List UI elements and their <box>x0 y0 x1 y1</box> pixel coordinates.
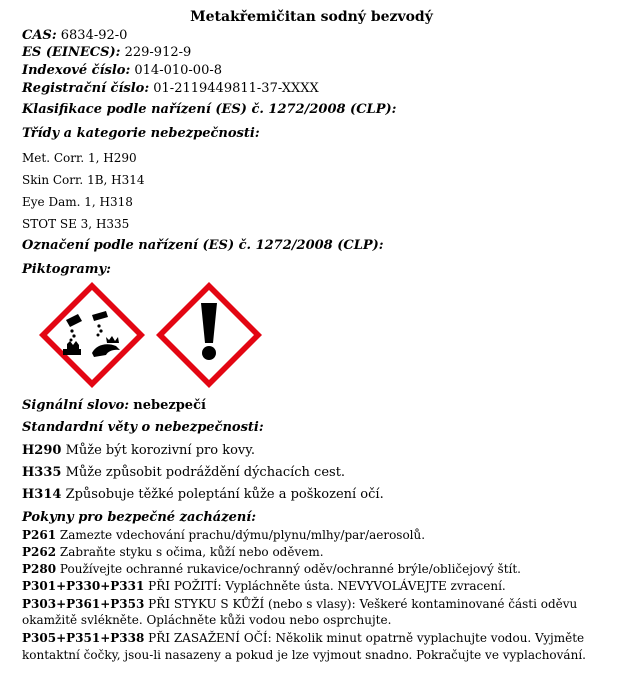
index-label: Indexové číslo: <box>22 63 131 78</box>
pictograms-heading: Piktogramy: <box>22 262 111 277</box>
hazard-class-item: Eye Dam. 1, H318 <box>22 195 133 209</box>
es-value: 229-912-9 <box>124 45 192 60</box>
precautionary-statement <box>22 561 521 577</box>
es-line <box>22 45 191 61</box>
cas-line <box>22 28 127 44</box>
hazard-class-item: Skin Corr. 1B, H314 <box>22 173 145 187</box>
hazard-code: H335 <box>22 465 62 480</box>
precautionary-code: P262 <box>22 545 57 559</box>
hazard-statement <box>22 487 384 503</box>
precautionary-text: Zabraňte styku s očima, kůží nebo oděvem. <box>59 545 324 559</box>
registration-line <box>22 81 319 97</box>
precautionary-text: PŘI POŽITÍ: Vypláchněte ústa. NEVYVOLÁVEJTE zvracení. <box>148 579 506 593</box>
hazard-classes-heading: Třídy a kategorie nebezpečnosti: <box>22 126 260 141</box>
hazard-code: H290 <box>22 443 62 458</box>
cas-value: 6834-92-0 <box>60 28 128 43</box>
labelling-heading: Označení podle nařízení (ES) č. 1272/2008 (CLP): <box>22 238 384 253</box>
precautionary-text: PŘI ZASAŽENÍ OČÍ: Několik minut opatrně vyplachujte vodou. Vyjměte <box>148 631 585 645</box>
precautionary-heading: Pokyny pro bezpečné zacházení: <box>22 510 257 525</box>
hazard-code: H314 <box>22 487 62 502</box>
precautionary-code: P261 <box>22 528 57 542</box>
hazard-statement <box>22 465 345 481</box>
exclamation-mark-icon <box>153 279 265 391</box>
classification-heading: Klasifikace podle nařízení (ES) č. 1272/2008 (CLP): <box>22 102 397 117</box>
precautionary-code: P305+P351+P338 <box>22 631 145 645</box>
precautionary-continuation: okamžitě svlékněte. Opláchněte kůži vodou nebo osprchujte. <box>22 613 392 627</box>
precautionary-statement <box>22 544 324 560</box>
hazard-statements-heading: Standardní věty o nebezpečnosti: <box>22 420 264 435</box>
corrosion-icon <box>36 279 148 391</box>
hazard-class-item: STOT SE 3, H335 <box>22 217 130 231</box>
cas-label: CAS: <box>22 28 57 43</box>
precautionary-continuation: kontaktní čočky, jsou-li nasazeny a pokud je lze vyjmout snadno. Pokračujte ve vyplachování. <box>22 648 586 662</box>
hazard-text: Způsobuje těžké poleptání kůže a poškození očí. <box>65 487 384 502</box>
signal-word-value: nebezpečí <box>133 398 206 413</box>
hazard-text: Může být korozivní pro kovy. <box>65 443 255 458</box>
precautionary-text: PŘI STYKU S KŮŽÍ (nebo s vlasy): Veškeré kontaminované části oděvu <box>148 597 578 611</box>
hazard-statement <box>22 443 255 459</box>
precautionary-text: Zamezte vdechování prachu/dýmu/plynu/mlhy/par/aerosolů. <box>59 528 426 542</box>
hazard-class-item: Met. Corr. 1, H290 <box>22 151 137 165</box>
index-line <box>22 63 222 79</box>
precautionary-statement <box>22 578 506 594</box>
signal-word-line <box>22 398 206 414</box>
precautionary-code: P301+P330+P331 <box>22 579 145 593</box>
precautionary-statement <box>22 527 425 543</box>
precautionary-text: Používejte ochranné rukavice/ochranný oděv/ochranné brýle/obličejový štít. <box>59 562 521 576</box>
hazard-text: Může způsobit podráždění dýchacích cest. <box>65 465 346 480</box>
es-label: ES (EINECS): <box>22 45 121 60</box>
signal-word-label: Signální slovo: <box>22 398 130 413</box>
precautionary-code: P280 <box>22 562 57 576</box>
precautionary-statement <box>22 630 584 646</box>
document-title: Metakřemičitan sodný bezvodý <box>190 9 433 25</box>
precautionary-code: P303+P361+P353 <box>22 597 145 611</box>
registration-value: 01-2119449811-37-XXXX <box>153 81 319 96</box>
index-value: 014-010-00-8 <box>134 63 223 78</box>
registration-label: Registrační číslo: <box>22 81 150 96</box>
precautionary-statement <box>22 596 577 612</box>
